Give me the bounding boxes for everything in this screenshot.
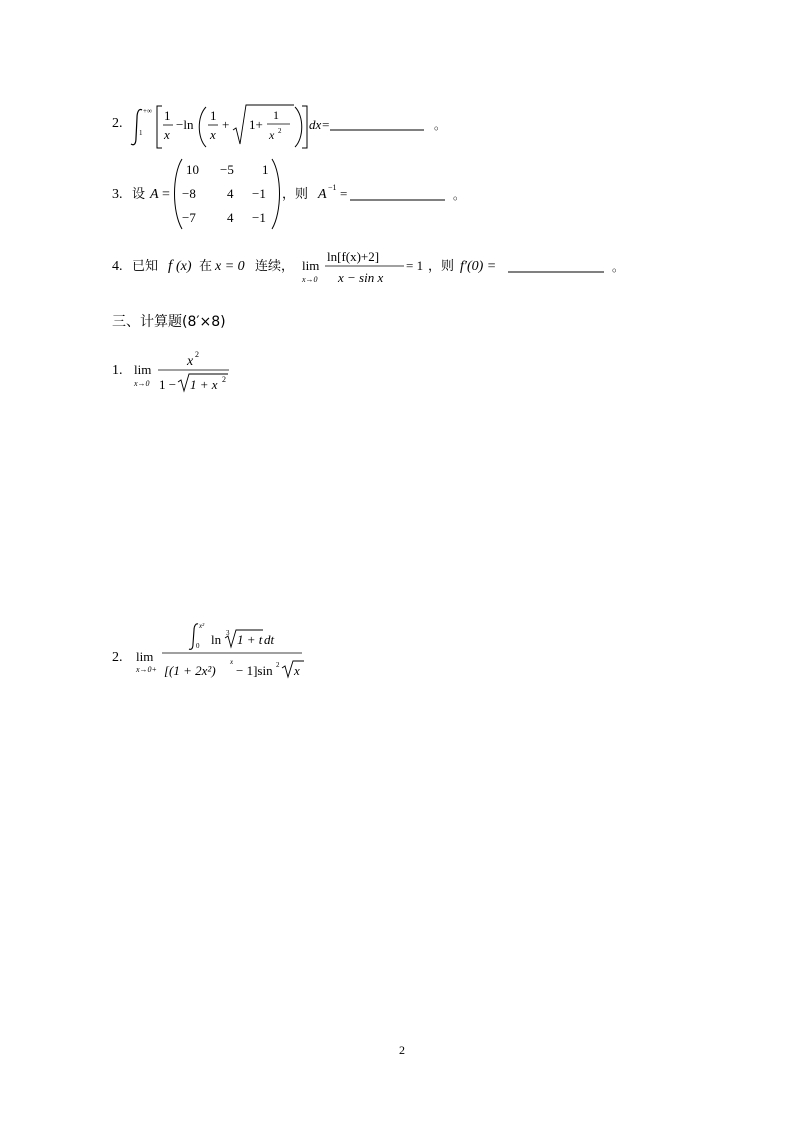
c1-den-exp: 2 <box>222 375 226 384</box>
q4-deriv: f′(0) = <box>460 259 497 274</box>
q4-lim: lim <box>302 258 320 273</box>
q3-m20: −7 <box>182 210 196 225</box>
right-bracket-icon <box>302 106 307 148</box>
q2-plus: + <box>222 117 230 132</box>
c2 <box>112 620 332 684</box>
q2-number: 2. <box>112 116 123 131</box>
q4-end-mark: 。 <box>612 260 625 274</box>
c2-lim-sub: x→0+ <box>136 665 157 674</box>
q2-frac2-num: 1 <box>210 108 217 123</box>
left-paren-icon <box>199 107 206 147</box>
q2-upper-limit: +∞ <box>143 107 152 115</box>
c1 <box>112 345 272 395</box>
q2-frac1-num: 1 <box>164 108 171 123</box>
c2-den-a: [(1 + 2x²) <box>164 663 216 678</box>
q3-m10: −8 <box>182 186 196 201</box>
c1-den-root: 1 + x <box>190 377 218 392</box>
q2-frac3-num: 1 <box>273 108 279 122</box>
q3-m01: −5 <box>220 162 234 177</box>
c2-root-index: 3 <box>226 629 230 637</box>
c2-formula <box>112 620 332 684</box>
right-paren-icon <box>295 107 302 147</box>
c1-lim: lim <box>134 362 152 377</box>
q2-lower-limit: 1 <box>139 129 143 137</box>
c2-int-lower: 0 <box>196 642 200 650</box>
q4-f: f <box>168 258 173 274</box>
q3-m00: 10 <box>186 162 199 177</box>
q4-eq1: = 1 <box>406 258 424 273</box>
c1-numer: x <box>187 354 194 369</box>
q2-one-plus: 1+ <box>249 117 263 132</box>
q4-cond: x = 0 <box>215 259 245 274</box>
q4-num-expr: ln[f(x)+2] <box>327 249 380 264</box>
q2-minus-ln: −ln <box>176 117 194 132</box>
q4-text-a: 已知 <box>132 258 159 273</box>
q4-lim-sub: x→0 <box>302 275 318 284</box>
q3-then: ，则 <box>282 186 309 201</box>
c2-den-sin-exp: 2 <box>276 661 280 669</box>
c2-sqrt-icon <box>282 661 304 677</box>
q3-m12: −1 <box>252 186 266 201</box>
matrix-right-paren-icon <box>272 159 280 229</box>
c2-den-b: − 1]sin <box>236 663 273 678</box>
q3-formula <box>112 157 472 231</box>
q3-m22: −1 <box>252 210 266 225</box>
q3-inv-A: A <box>318 187 327 202</box>
q2-formula <box>112 104 452 152</box>
q2-dx: dx= <box>309 117 331 132</box>
left-bracket-icon <box>157 106 162 148</box>
q2-end-mark: 。 <box>434 118 447 132</box>
q4-fx-args: (x) <box>176 259 192 274</box>
c2-int-upper: x² <box>199 622 205 630</box>
q3-end-mark: 。 <box>453 188 466 202</box>
c2-den-root: x <box>294 663 300 678</box>
q4-formula <box>112 244 632 292</box>
q3-m11: 4 <box>227 186 234 201</box>
c2-integrand: ln <box>211 632 222 647</box>
q3-m21: 4 <box>227 210 234 225</box>
page-number: 2 <box>399 1043 405 1057</box>
q4-den-expr: x − sin x <box>338 270 384 285</box>
matrix-left-paren-icon <box>175 159 183 229</box>
q3 <box>112 157 472 231</box>
c2-lim: lim <box>136 649 154 664</box>
q3-m02: 1 <box>262 162 269 177</box>
c2-number: 2. <box>112 650 123 665</box>
c1-lim-sub: x→0 <box>134 379 150 388</box>
q3-prefix: 设 <box>132 186 146 201</box>
c1-numer-exp: 2 <box>195 350 199 359</box>
q2-frac3-den: x <box>269 128 275 142</box>
c1-number: 1. <box>112 363 123 378</box>
q3-eq: = <box>162 187 170 202</box>
q3-number: 3. <box>112 187 123 202</box>
section-title: 三、计算题(8′×8) <box>112 314 226 330</box>
q2-frac2-den: x <box>210 127 216 142</box>
q2 <box>112 104 452 152</box>
q4-number: 4. <box>112 259 123 274</box>
q4-then: ，则 <box>428 258 455 273</box>
q4-text-b: 在 <box>199 258 213 273</box>
q2-frac1-den: x <box>164 127 170 142</box>
q3-var-A: A <box>150 187 159 202</box>
c2-den-exp: x <box>230 658 234 666</box>
q2-frac3-exp: 2 <box>278 127 282 135</box>
q4 <box>112 244 632 292</box>
q3-inv-exp: −1 <box>328 183 337 192</box>
q3-eq2: = <box>340 186 348 201</box>
q4-text-c: 连续， <box>255 258 295 273</box>
c2-dt: dt <box>264 632 275 647</box>
c2-root-body: 1 + t <box>237 632 263 647</box>
integral-sign-icon <box>131 109 142 144</box>
c1-formula <box>112 345 272 395</box>
c1-den-a: 1 − <box>159 377 177 392</box>
sqrt-icon <box>233 105 294 144</box>
